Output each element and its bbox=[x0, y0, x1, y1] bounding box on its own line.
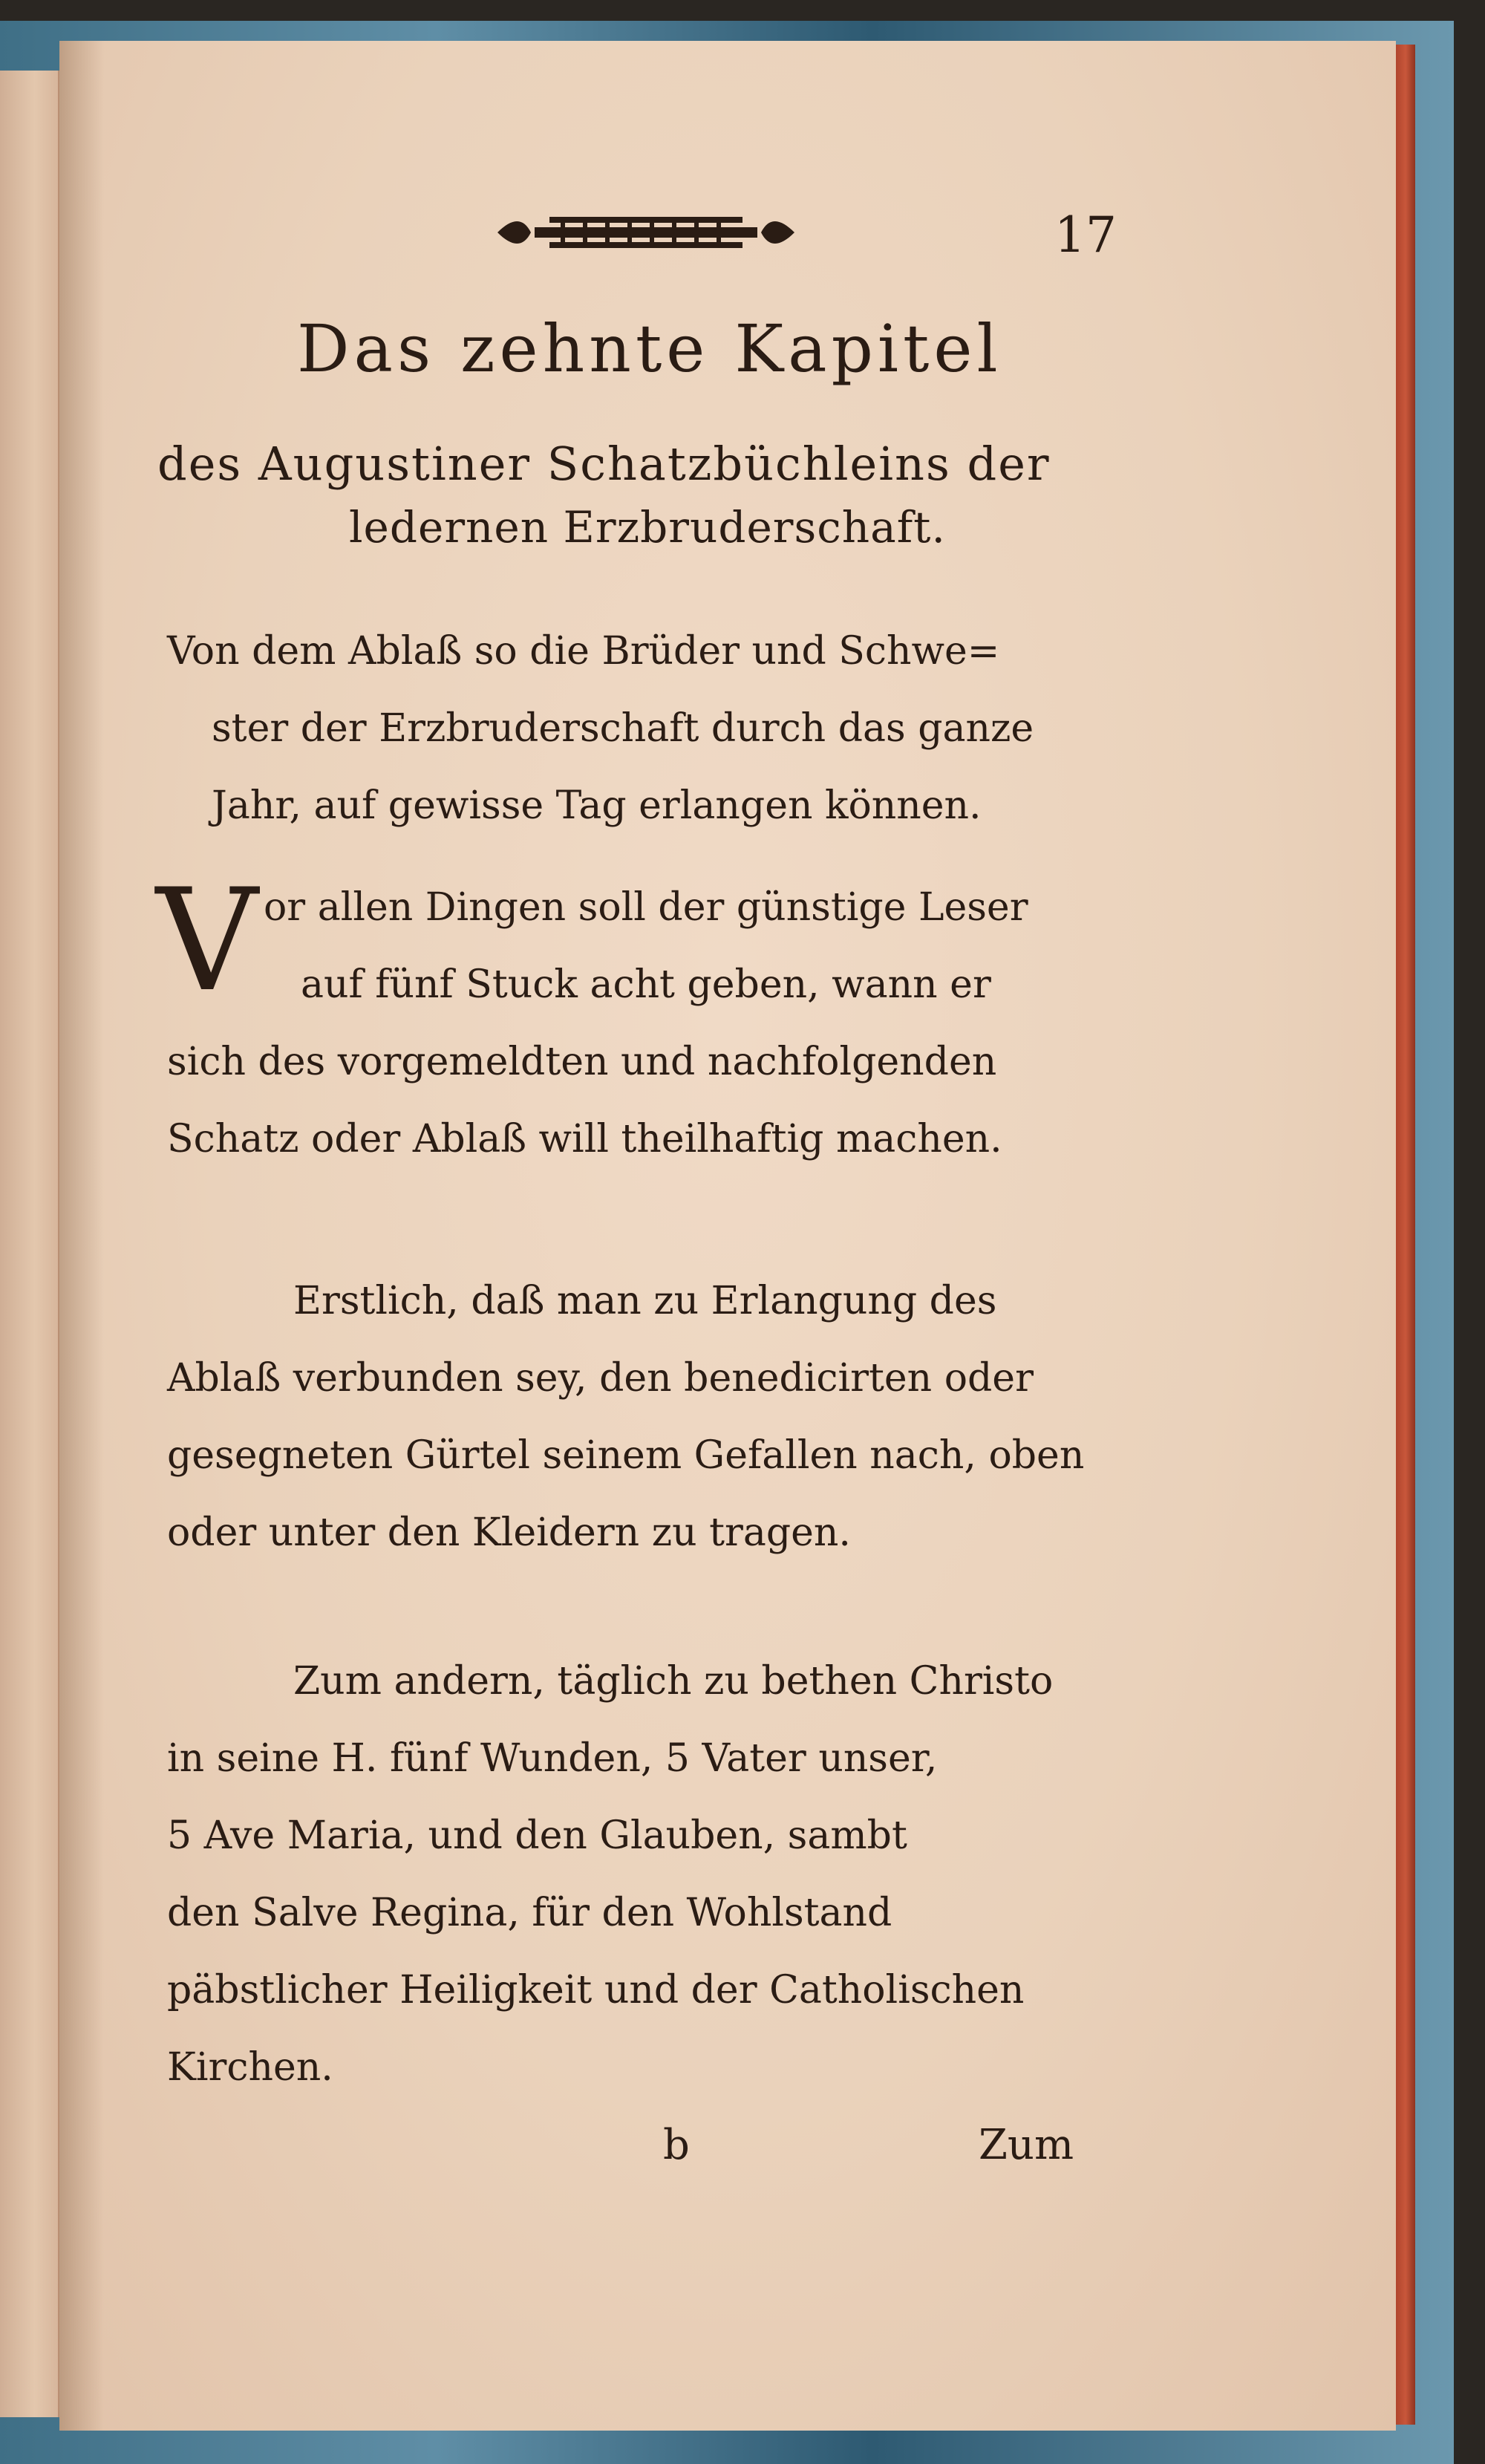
printer-ornament-icon bbox=[490, 199, 802, 266]
drop-cap: V bbox=[156, 858, 258, 1023]
paragraph-line: Zum andern, täglich zu bethen Christo bbox=[293, 1659, 1054, 1704]
paragraph-line: gesegneten Gürtel seinem Gefallen nach, oben bbox=[167, 1433, 1085, 1478]
paragraph-line: Erstlich, daß man zu Erlangung des bbox=[293, 1279, 997, 1323]
section-heading bbox=[167, 613, 1132, 844]
paragraph-line: päbstlicher Heiligkeit und der Catholischen bbox=[167, 1968, 1025, 2012]
paragraph-line: oder unter den Kleidern zu tragen. bbox=[167, 1510, 851, 1555]
page-number: 17 bbox=[1054, 206, 1117, 264]
heading-line: ster der Erzbruderschaft durch das ganze bbox=[212, 706, 1034, 751]
gutter-shadow bbox=[59, 41, 104, 2431]
signature-mark: b bbox=[663, 2121, 690, 2169]
catchword: Zum bbox=[979, 2121, 1074, 2169]
chapter-title: Das zehnte Kapitel bbox=[297, 310, 1002, 387]
paragraph-line: Kirchen. bbox=[167, 2045, 333, 2090]
paragraph-line: Schatz oder Ablaß will theilhaftig machen. bbox=[167, 1117, 1002, 1161]
paragraph-3 bbox=[167, 1643, 1132, 2106]
heading-line: Jahr, auf gewisse Tag erlangen können. bbox=[212, 783, 982, 828]
chapter-subtitle-line2: ledernen Erzbruderschaft. bbox=[349, 502, 946, 553]
paragraph-line: 5 Ave Maria, und den Glauben, sambt bbox=[167, 1813, 907, 1858]
page-block-edge bbox=[1396, 45, 1415, 2425]
chapter-subtitle-line1: des Augustiner Schatzbüchleins der bbox=[157, 437, 1051, 491]
paragraph-2 bbox=[167, 1262, 1132, 1571]
paragraph-line: Ablaß verbunden sey, den benedicirten oder bbox=[167, 1356, 1034, 1401]
paragraph-line: sich des vorgemeldten und nachfolgenden bbox=[167, 1040, 997, 1084]
paragraph-line: or allen Dingen soll der günstige Leser bbox=[264, 885, 1028, 930]
facing-page-edge bbox=[0, 71, 60, 2417]
paragraph-1 bbox=[167, 869, 1132, 1178]
paragraph-line: in seine H. fünf Wunden, 5 Vater unser, bbox=[167, 1736, 938, 1781]
heading-line: Von dem Ablaß so die Brüder und Schwe= bbox=[167, 629, 1000, 674]
paragraph-line: auf fünf Stuck acht geben, wann er bbox=[301, 962, 991, 1007]
paragraph-line: den Salve Regina, für den Wohlstand bbox=[167, 1891, 892, 1935]
